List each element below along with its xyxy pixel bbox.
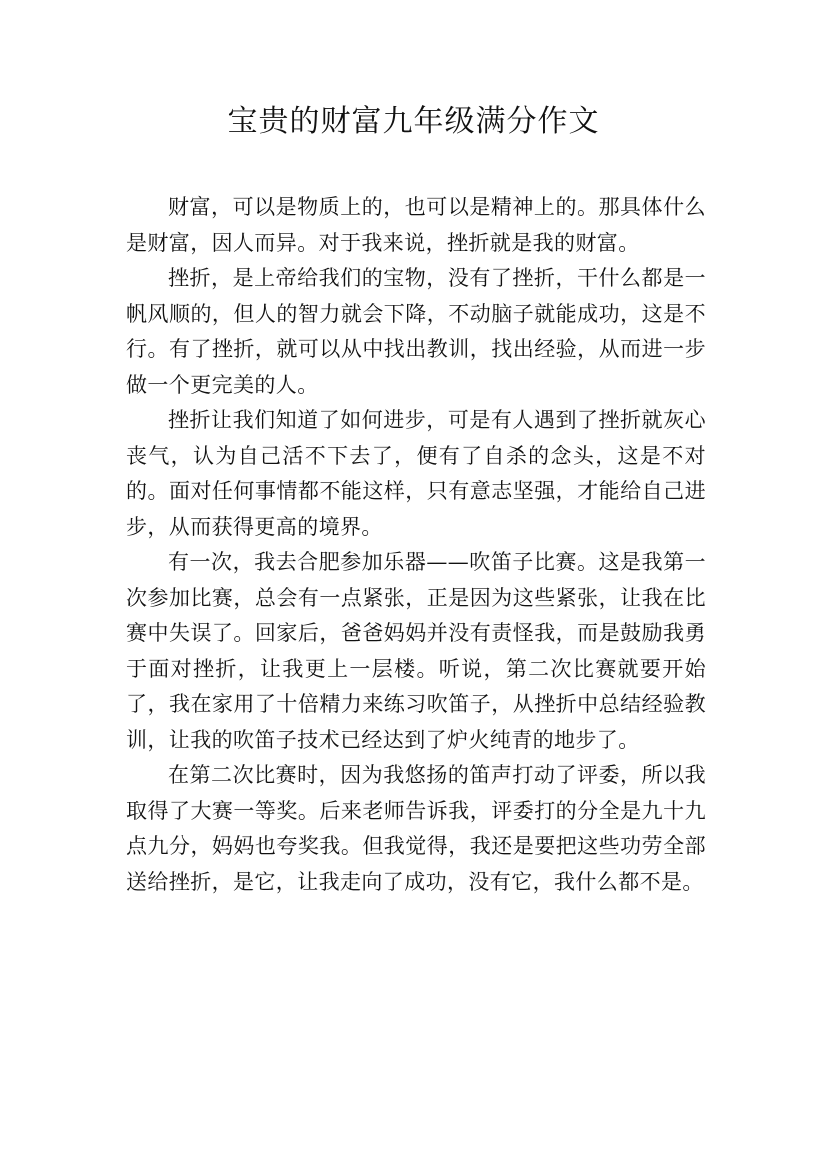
- paragraph-5: 在第二次比赛时，因为我悠扬的笛声打动了评委，所以我取得了大赛一等奖。后来老师告诉我，评委打的分全是九十九点九分，妈妈也夸奖我。但我觉得，我还是要把这些功劳全部送给挫折，是它，让我走向了成功，没有它，我什么都不是。: [126, 763, 706, 894]
- paragraph-1: 财富，可以是物质上的，也可以是精神上的。那具体什么是财富，因人而异。对于我来说，挫折就是我的财富。: [126, 195, 706, 255]
- document-body: [126, 190, 706, 900]
- paragraph-2: 挫折，是上帝给我们的宝物，没有了挫折，干什么都是一帆风顺的，但人的智力就会下降，不动脑子就能成功，这是不行。有了挫折，就可以从中找出教训，找出经验，从而进一步做一个更完美的人。: [126, 266, 706, 397]
- paragraph-3: 挫折让我们知道了如何进步，可是有人遇到了挫折就灰心丧气，认为自己活不下去了，便有了自杀的念头，这是不对的。面对任何事情都不能这样，只有意志坚强，才能给自己进步，从而获得更高的境界。: [126, 408, 706, 539]
- document-title: 宝贵的财富九年级满分作文: [227, 104, 600, 139]
- paragraph-4: 有一次，我去合肥参加乐器——吹笛子比赛。这是我第一次参加比赛，总会有一点紧张，正是因为这些紧张，让我在比赛中失误了。回家后，爸爸妈妈并没有责怪我，而是鼓励我勇于面对挫折，让我更上一层楼。听说，第二次比赛就要开始了，我在家用了十倍精力来练习吹笛子，从挫折中总结经验教训，让我的吹笛子技术已经达到了炉火纯青的地步了。: [126, 550, 706, 752]
